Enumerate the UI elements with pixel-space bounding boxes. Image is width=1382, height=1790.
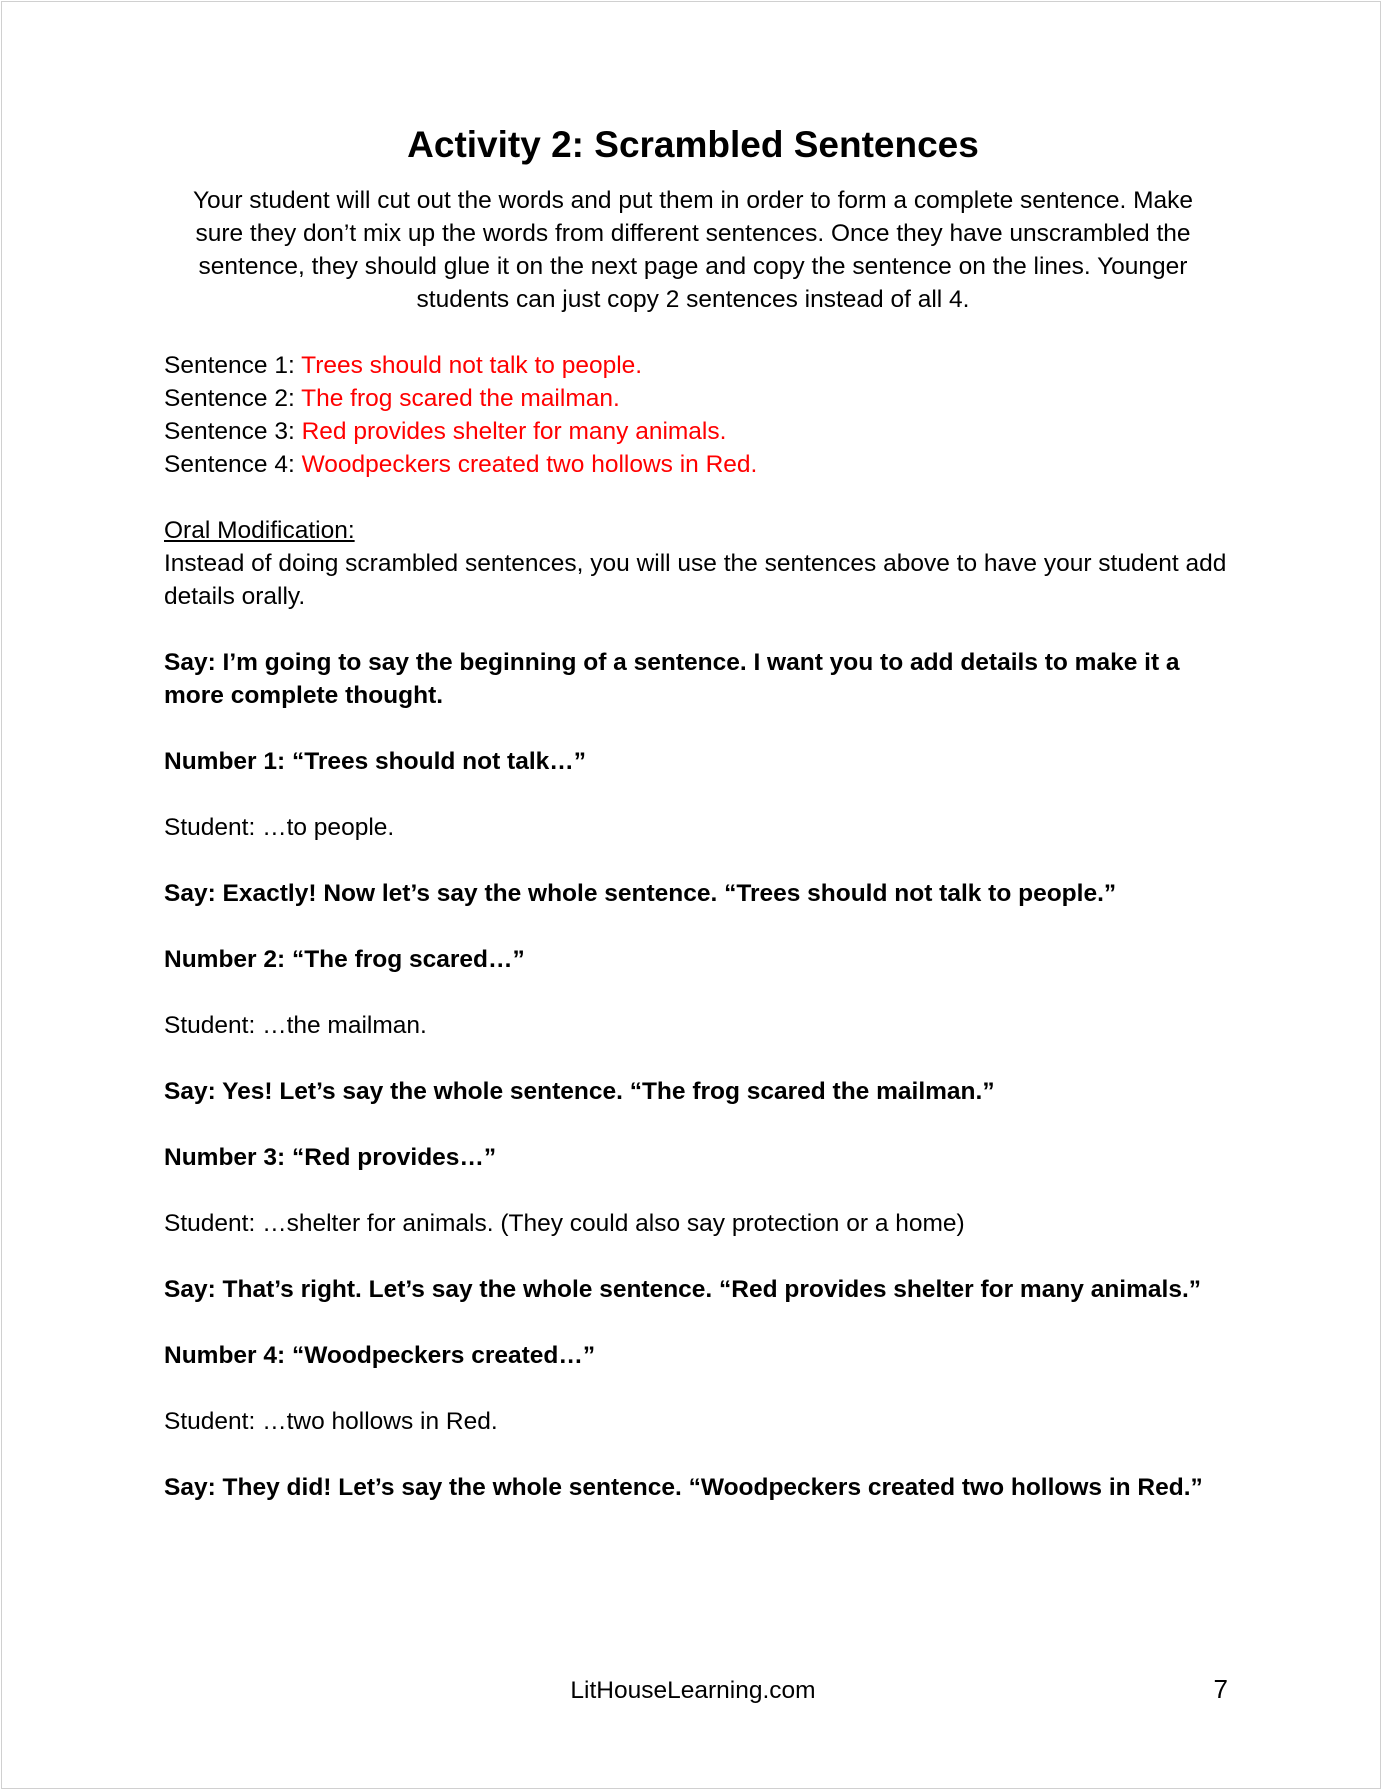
sentence-2-text: The frog scared the mailman. bbox=[301, 385, 620, 412]
document-page bbox=[1, 1, 1381, 1789]
sentence-3-line bbox=[164, 415, 1244, 448]
sentence-4-label: Sentence 4: bbox=[164, 451, 302, 478]
student-1-response: Student: …to people. bbox=[164, 814, 395, 841]
sentence-1-text: Trees should not talk to people. bbox=[301, 352, 643, 379]
footer-website: LitHouseLearning.com bbox=[570, 1677, 816, 1704]
sentence-2-line bbox=[164, 382, 1244, 415]
student-4-response: Student: …two hollows in Red. bbox=[164, 1408, 498, 1435]
number-4-prompt: Number 4: “Woodpeckers created…” bbox=[164, 1342, 596, 1369]
say-1: Say: Exactly! Now let’s say the whole sentence. “Trees should not talk to people.” bbox=[164, 880, 1117, 907]
sentence-3-label: Sentence 3: bbox=[164, 418, 302, 445]
say-2: Say: Yes! Let’s say the whole sentence. “The frog scared the mailman.” bbox=[164, 1078, 995, 1105]
say-intro: Say: I’m going to say the beginning of a sentence. I want you to add details to make it a more complete thought. bbox=[164, 649, 1180, 709]
say-3: Say: That’s right. Let’s say the whole sentence. “Red provides shelter for many animals.” bbox=[164, 1276, 1202, 1303]
intro-paragraph: Your student will cut out the words and put them in order to form a complete sentence. Make sure they don’t mix up the words from different sentences. Once they have unscrambled the sentence, they should glue it on the next page and copy the sentence on the lines. Younger students can just copy 2 sentences instead of all 4. bbox=[192, 187, 1194, 313]
say-4: Say: They did! Let’s say the whole sentence. “Woodpeckers created two hollows in Red.” bbox=[164, 1474, 1203, 1501]
sentence-4-line bbox=[164, 448, 1244, 481]
oral-modification-body: Instead of doing scrambled sentences, you will use the sentences above to have your student add details orally. bbox=[164, 550, 1227, 610]
number-3-prompt: Number 3: “Red provides…” bbox=[164, 1144, 497, 1171]
oral-modification-heading: Oral Modification: bbox=[164, 517, 355, 544]
sentence-3-text: Red provides shelter for many animals. bbox=[301, 418, 727, 445]
sentence-1-label: Sentence 1: bbox=[164, 352, 302, 379]
page-title: Activity 2: Scrambled Sentences bbox=[407, 124, 979, 165]
page-number: 7 bbox=[1213, 1674, 1228, 1704]
sentence-1-line bbox=[164, 349, 1244, 382]
number-1-prompt: Number 1: “Trees should not talk…” bbox=[164, 748, 587, 775]
sentence-4-text: Woodpeckers created two hollows in Red. bbox=[301, 451, 758, 478]
content-body bbox=[164, 349, 1244, 1504]
sentence-2-label: Sentence 2: bbox=[164, 385, 302, 412]
student-2-response: Student: …the mailman. bbox=[164, 1012, 427, 1039]
student-3-response: Student: …shelter for animals. (They could also say protection or a home) bbox=[164, 1210, 965, 1237]
number-2-prompt: Number 2: “The frog scared…” bbox=[164, 946, 525, 973]
